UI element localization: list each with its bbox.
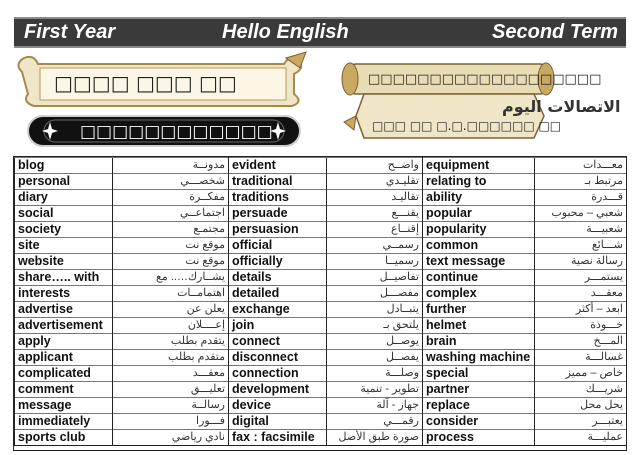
english-word: helmet: [423, 318, 535, 334]
arabic-meaning: غسالـــة: [535, 350, 627, 366]
arabic-meaning: وصلـــة: [327, 366, 423, 382]
english-word: sports club: [15, 430, 113, 446]
arabic-meaning: إعــــلان: [113, 318, 229, 334]
english-word: relating to: [423, 174, 535, 190]
table-row: [15, 206, 627, 222]
table-row: [15, 302, 627, 318]
english-word: interests: [15, 286, 113, 302]
arabic-meaning: معقـــد: [535, 286, 627, 302]
english-word: special: [423, 366, 535, 382]
english-word: share….. with: [15, 270, 113, 286]
arabic-meaning: يوصــل: [327, 334, 423, 350]
english-word: consider: [423, 414, 535, 430]
table-row: [15, 238, 627, 254]
english-word: join: [229, 318, 327, 334]
arabic-meaning: يفصــل: [327, 350, 423, 366]
arabic-meaning: يتقدم بطلب: [113, 334, 229, 350]
table-row: [15, 190, 627, 206]
table-row: [15, 350, 627, 366]
arabic-meaning: يحل محل: [535, 398, 627, 414]
arabic-meaning: رقمـــي: [327, 414, 423, 430]
table-row: [15, 430, 627, 446]
table-row: [15, 158, 627, 174]
english-word: advertise: [15, 302, 113, 318]
english-word: persuade: [229, 206, 327, 222]
arabic-meaning: نادي رياضي: [113, 430, 229, 446]
english-word: disconnect: [229, 350, 327, 366]
arabic-meaning: شريـــك: [535, 382, 627, 398]
arabic-meaning: جهاز - آلة: [327, 398, 423, 414]
arabic-meaning: خاص – مميز: [535, 366, 627, 382]
arabic-meaning: عمليـــة: [535, 430, 627, 446]
english-word: process: [423, 430, 535, 446]
english-word: ability: [423, 190, 535, 206]
english-word: site: [15, 238, 113, 254]
arabic-meaning: خـــوذة: [535, 318, 627, 334]
table-row: [15, 174, 627, 190]
table-row: [15, 398, 627, 414]
english-word: brain: [423, 334, 535, 350]
arabic-meaning: رسالة نصية: [535, 254, 627, 270]
english-word: message: [15, 398, 113, 414]
table-row: [15, 334, 627, 350]
english-word: diary: [15, 190, 113, 206]
english-word: persuasion: [229, 222, 327, 238]
english-word: digital: [229, 414, 327, 430]
arabic-meaning: مرتبط بـ: [535, 174, 627, 190]
english-word: immediately: [15, 414, 113, 430]
header-first-year: First Year: [24, 21, 116, 43]
english-word: apply: [15, 334, 113, 350]
arabic-meaning: ابعد – أكثر: [535, 302, 627, 318]
arabic-meaning: شخصـــي: [113, 174, 229, 190]
left-box-text: □□□□ □□□ □□: [54, 71, 237, 95]
english-word: social: [15, 206, 113, 222]
english-word: fax : facsimile: [229, 430, 327, 446]
table-row: [15, 318, 627, 334]
english-word: society: [15, 222, 113, 238]
arabic-meaning: قـــدرة: [535, 190, 627, 206]
arabic-meaning: مدونــة: [113, 158, 229, 174]
arabic-meaning: إقنــاع: [327, 222, 423, 238]
pill-text: □□□□□□□□□□□□: [80, 122, 273, 142]
arabic-meaning: واضــح: [327, 158, 423, 174]
table-row: [15, 254, 627, 270]
arabic-meaning: يعلن عن: [113, 302, 229, 318]
arabic-meaning: يلتحق بـ: [327, 318, 423, 334]
english-word: comment: [15, 382, 113, 398]
arabic-meaning: مفكــرة: [113, 190, 229, 206]
arabic-meaning: تقاليـد: [327, 190, 423, 206]
english-word: blog: [15, 158, 113, 174]
arabic-meaning: مفصـــل: [327, 286, 423, 302]
english-word: replace: [423, 398, 535, 414]
scroll-title: الاتصالات اليوم: [502, 97, 621, 116]
table-row: [15, 270, 627, 286]
english-word: applicant: [15, 350, 113, 366]
arabic-meaning: مجتمـع: [113, 222, 229, 238]
english-word: traditional: [229, 174, 327, 190]
arabic-meaning: اهتمامــات: [113, 286, 229, 302]
header-hello-english: Hello English: [222, 21, 349, 43]
english-word: personal: [15, 174, 113, 190]
english-word: official: [229, 238, 327, 254]
english-word: complicated: [15, 366, 113, 382]
header-bar: [14, 17, 626, 48]
arabic-meaning: شـــائع: [535, 238, 627, 254]
arabic-meaning: يتبــادل: [327, 302, 423, 318]
arabic-meaning: رسمــي: [327, 238, 423, 254]
english-word: officially: [229, 254, 327, 270]
arabic-meaning: المـــخ: [535, 334, 627, 350]
arabic-meaning: موقع نت: [113, 238, 229, 254]
table-row: [15, 366, 627, 382]
arabic-meaning: تقليـدي: [327, 174, 423, 190]
arabic-meaning: معـــدات: [535, 158, 627, 174]
table-row: [15, 222, 627, 238]
vocabulary-table: [14, 157, 627, 446]
arabic-meaning: اجتماعــي: [113, 206, 229, 222]
arabic-meaning: يعتبـــر: [535, 414, 627, 430]
english-word: popularity: [423, 222, 535, 238]
english-word: connect: [229, 334, 327, 350]
english-word: equipment: [423, 158, 535, 174]
arabic-meaning: معقـــد: [113, 366, 229, 382]
title-banner: [14, 50, 626, 152]
table-row: [15, 414, 627, 430]
english-word: partner: [423, 382, 535, 398]
english-word: text message: [423, 254, 535, 270]
english-word: washing machine: [423, 350, 535, 366]
arabic-meaning: متقدم بطلب: [113, 350, 229, 366]
english-word: traditions: [229, 190, 327, 206]
english-word: exchange: [229, 302, 327, 318]
arabic-meaning: شعبيـــة: [535, 222, 627, 238]
english-word: detailed: [229, 286, 327, 302]
arabic-meaning: رسميــا: [327, 254, 423, 270]
english-word: continue: [423, 270, 535, 286]
arabic-meaning: تعليـــق: [113, 382, 229, 398]
english-word: further: [423, 302, 535, 318]
table-row: [15, 286, 627, 302]
english-word: connection: [229, 366, 327, 382]
arabic-meaning: موقع نت: [113, 254, 229, 270]
english-word: advertisement: [15, 318, 113, 334]
english-word: website: [15, 254, 113, 270]
english-word: details: [229, 270, 327, 286]
arabic-meaning: تفاصيــل: [327, 270, 423, 286]
arabic-meaning: صورة طبق الأصل: [327, 430, 423, 446]
english-word: device: [229, 398, 327, 414]
arabic-meaning: رسالــة: [113, 398, 229, 414]
header-second-term: Second Term: [492, 21, 618, 43]
english-word: popular: [423, 206, 535, 222]
arabic-meaning: يستمـــر: [535, 270, 627, 286]
scroll-bottom-text: □□□ □□ □.□.□□□□□□ □□: [372, 119, 562, 133]
english-word: complex: [423, 286, 535, 302]
arabic-meaning: شعبي – محبوب: [535, 206, 627, 222]
english-word: common: [423, 238, 535, 254]
arabic-meaning: تطوير - تنمية: [327, 382, 423, 398]
english-word: development: [229, 382, 327, 398]
english-word: evident: [229, 158, 327, 174]
table-row: [15, 382, 627, 398]
arabic-meaning: يقنـــع: [327, 206, 423, 222]
arabic-meaning: يشــارك….. مع: [113, 270, 229, 286]
scroll-top-text: □□□□□□□□□□□□□□□□□□□: [368, 72, 602, 87]
arabic-meaning: فـــورا: [113, 414, 229, 430]
